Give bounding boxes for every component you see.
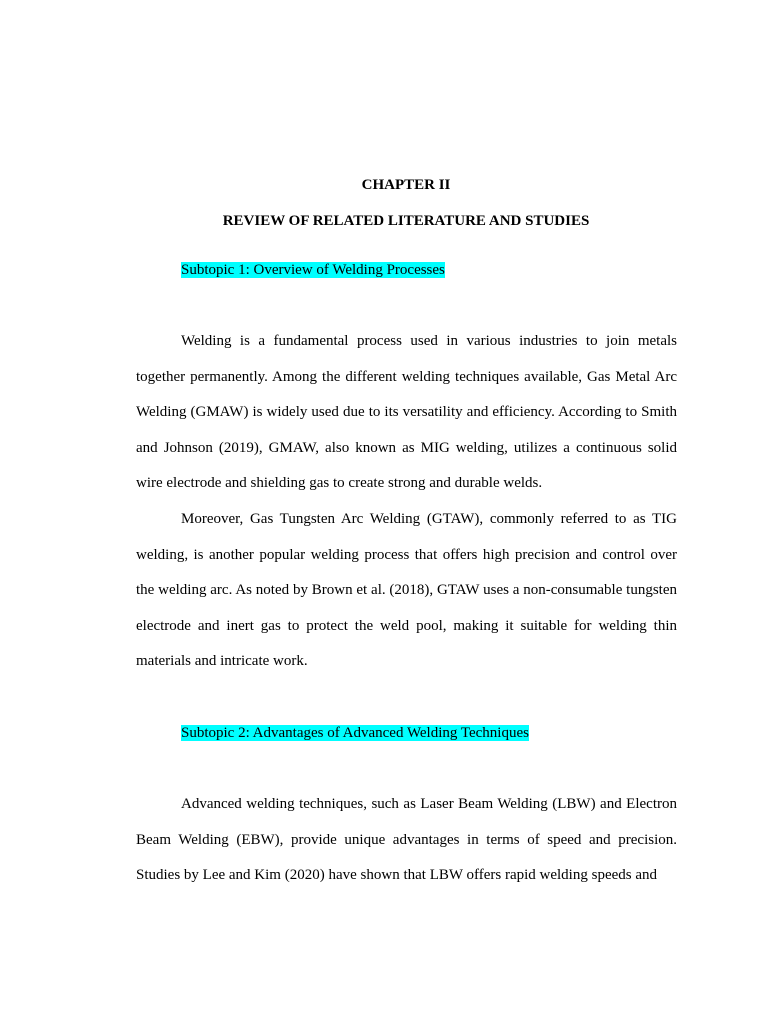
chapter-title: REVIEW OF RELATED LITERATURE AND STUDIES — [222, 213, 590, 229]
subtopic-highlight-1: Subtopic 1: Overview of Welding Processes — [181, 262, 445, 278]
paragraph-2: Moreover, Gas Tungsten Arc Welding (GTAW), commonly referred to as TIG welding, is another popular welding process that offers high precision and control over the welding arc. As noted by Brown et al. (2018), GTAW uses a non-consumable tungsten electrode and inert gas to protect the weld pool, making it suitable for welding thin materials and intricate work. — [136, 511, 677, 670]
paragraph-3: Advanced welding techniques, such as Laser Beam Welding (LBW) and Electron Beam Welding (EBW), provide unique advantages in terms of speed and precision. Studies by Lee and Kim (2020) have shown that LBW offers rapid welding speeds and — [136, 796, 677, 884]
subtopic-heading-1 — [181, 261, 445, 279]
subtopic-highlight-2: Subtopic 2: Advantages of Advanced Welding Techniques — [181, 725, 529, 741]
subtopic-heading-2 — [181, 724, 529, 742]
chapter-number: CHAPTER II — [361, 177, 451, 193]
paragraph-1: Welding is a fundamental process used in various industries to join metals together permanently. Among the different welding techniques available, Gas Metal Arc Welding (GMAW) is widely used due to its versatility and efficiency. According to Smith and Johnson (2019), GMAW, also known as MIG welding, utilizes a continuous solid wire electrode and shielding gas to create strong and durable welds. — [136, 333, 677, 492]
